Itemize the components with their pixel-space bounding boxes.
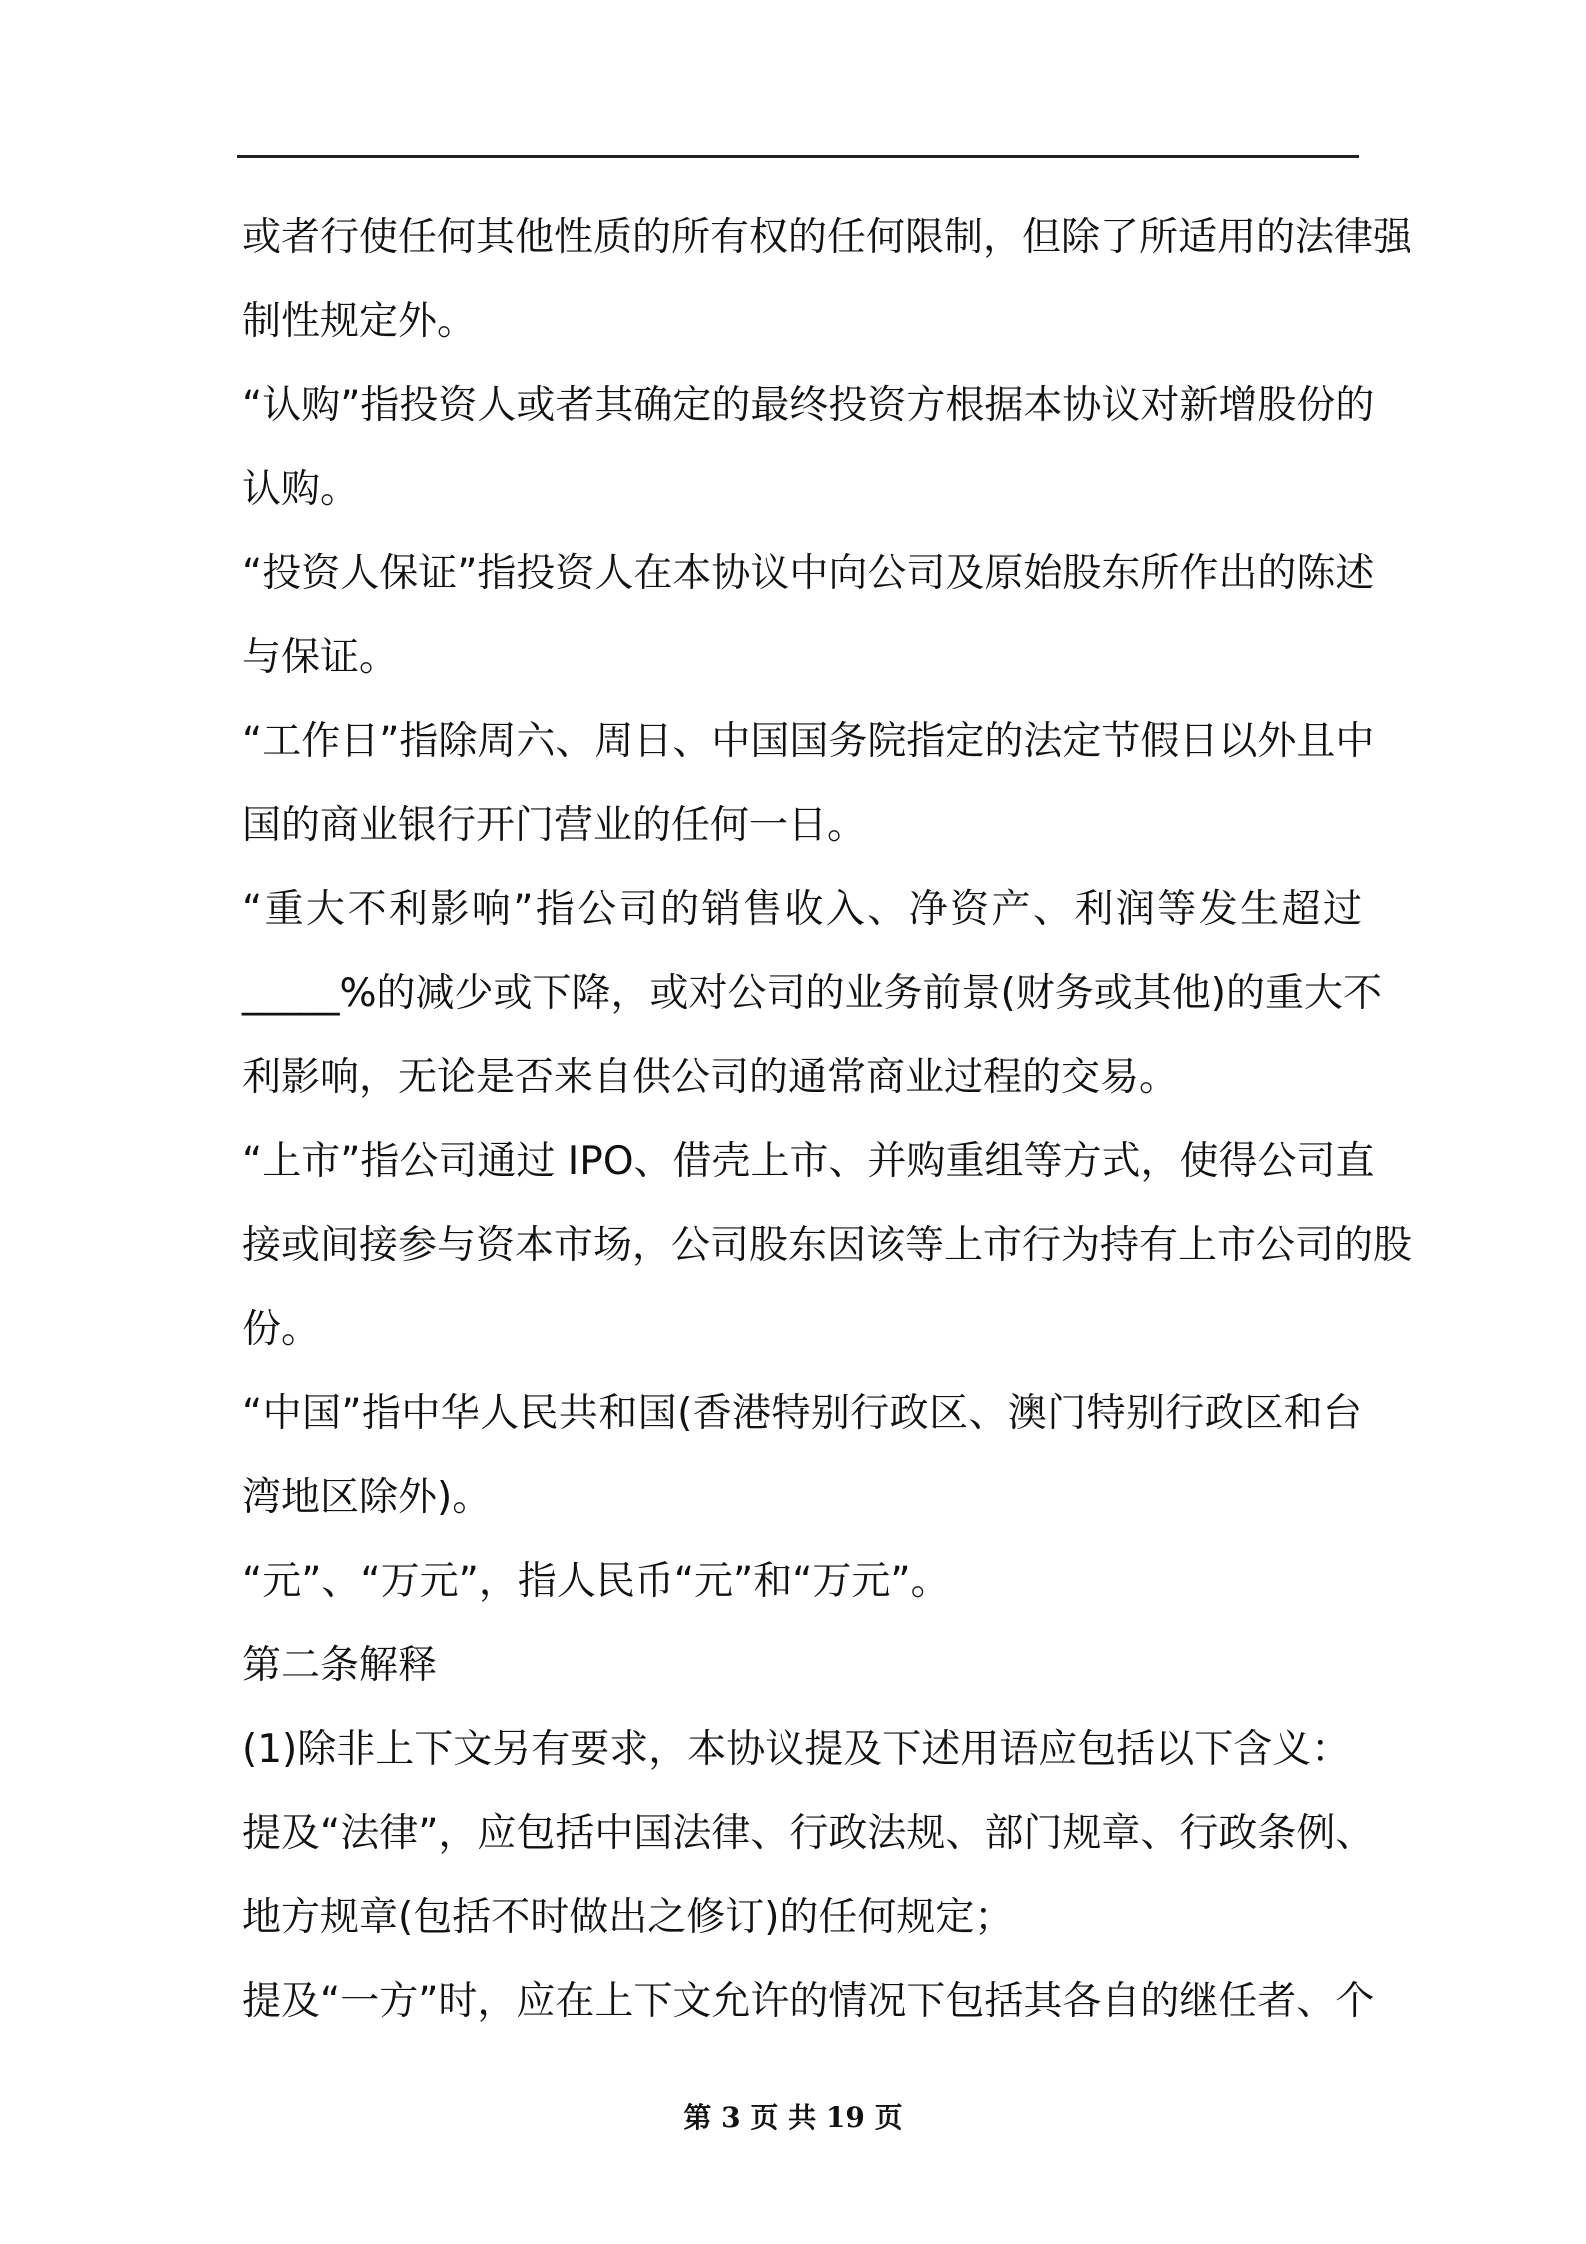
text-line: 湾地区除外)。 [242, 1475, 492, 1520]
page-footer: 第 3 页 共 19 页 [683, 2101, 903, 2134]
text-line: 与保证。 [242, 635, 399, 680]
text-line: 利影响，无论是否来自供公司的通常商业过程的交易。 [242, 1055, 1179, 1100]
text-line: 第二条解释 [242, 1643, 438, 1688]
text-line: 接或间接参与资本市场，公司股东因该等上市行为持有上市公司的股 [242, 1223, 1413, 1268]
text-line: 份。 [242, 1307, 321, 1352]
text-line: 认购。 [242, 467, 360, 512]
text-line: 国的商业银行开门营业的任何一日。 [242, 803, 867, 848]
text-line: “认购”指投资人或者其确定的最终投资方根据本协议对新增股份的 [242, 383, 1375, 428]
text-line: “重大不利影响”指公司的销售收入、净资产、利润等发生超过 [242, 887, 1362, 932]
text-line: “上市”指公司通过 IPO、借壳上市、并购重组等方式，使得公司直 [242, 1139, 1375, 1184]
text-line: (1)除非上下文另有要求，本协议提及下述用语应包括以下含义： [242, 1727, 1351, 1772]
text-line: _____%的减少或下降，或对公司的业务前景(财务或其他)的重大不 [242, 971, 1382, 1016]
text-line: 制性规定外。 [242, 299, 477, 344]
text-line: “投资人保证”指投资人在本协议中向公司及原始股东所作出的陈述 [242, 551, 1375, 596]
document-body [242, 196, 1413, 2044]
text-line: 或者行使任何其他性质的所有权的任何限制，但除了所适用的法律强 [242, 215, 1413, 260]
header-rule [237, 155, 1359, 158]
text-line: “中国”指中华人民共和国(香港特别行政区、澳门特别行政区和台 [242, 1391, 1362, 1436]
text-line: “元”、“万元”，指人民币“元”和“万元”。 [242, 1559, 950, 1604]
text-line: “工作日”指除周六、周日、中国国务院指定的法定节假日以外且中 [242, 719, 1375, 764]
text-line: 提及“法律”，应包括中国法律、行政法规、部门规章、行政条例、 [242, 1811, 1375, 1856]
text-line: 地方规章(包括不时做出之修订)的任何规定； [242, 1895, 1014, 1940]
text-line: 提及“一方”时，应在上下文允许的情况下包括其各自的继任者、个 [242, 1979, 1375, 2024]
